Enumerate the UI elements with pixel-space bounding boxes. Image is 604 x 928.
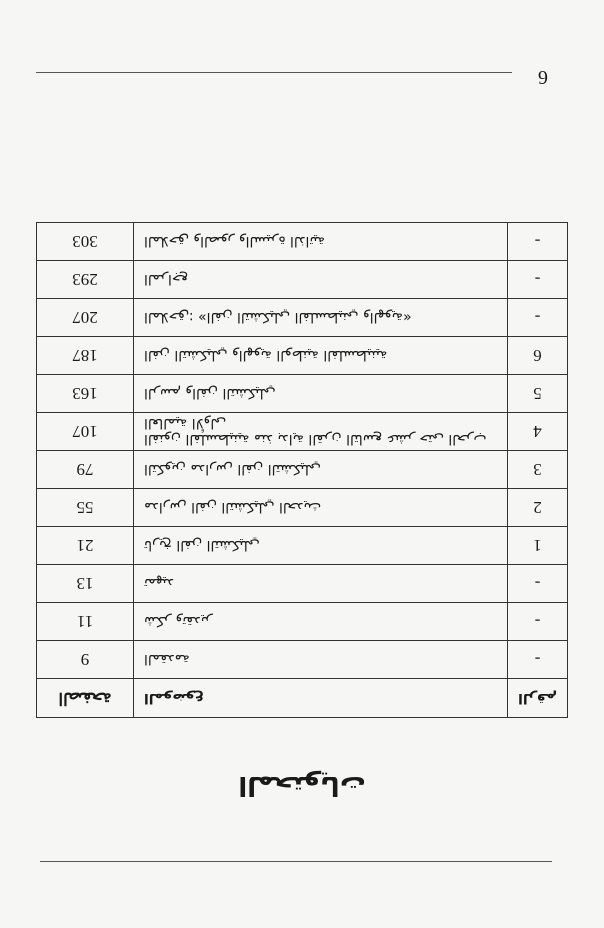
row-page: 9 <box>37 641 134 679</box>
row-num: 5 <box>508 375 568 413</box>
row-title: المراجع <box>134 261 508 299</box>
row-page: 207 <box>37 299 134 337</box>
row-num: - <box>508 261 568 299</box>
table-row <box>37 337 568 375</box>
row-num: 3 <box>508 451 568 489</box>
row-num: 6 <box>508 337 568 375</box>
row-num: - <box>508 603 568 641</box>
row-title: تاريخ الفن التشكيلي <box>134 527 508 565</box>
table-row <box>37 489 568 527</box>
table-row <box>37 299 568 337</box>
row-page: 79 <box>37 451 134 489</box>
header-page: الصفحة <box>37 679 134 718</box>
table-row <box>37 565 568 603</box>
row-title: التكوين مدارس الفن التشكيلي <box>134 451 508 489</box>
row-page: 303 <box>37 223 134 261</box>
table-row <box>37 527 568 565</box>
table-row <box>37 223 568 261</box>
page-number: 6 <box>538 66 548 88</box>
row-title: تمهيد <box>134 565 508 603</box>
row-page: 107 <box>37 413 134 451</box>
top-rule <box>40 861 552 862</box>
row-title: الرسم والفن التشكيلي <box>134 375 508 413</box>
header-title: الموضوع <box>134 679 508 718</box>
row-page: 293 <box>37 261 134 299</box>
page-title: المحتويات <box>238 770 366 800</box>
table-row <box>37 413 568 451</box>
row-page: 21 <box>37 527 134 565</box>
header-num: الرقم <box>508 679 568 718</box>
table-row <box>37 641 568 679</box>
row-num: 4 <box>508 413 568 451</box>
row-title: الفن التشكيلي والهوية الوطنية الفلسطينية <box>134 337 508 375</box>
row-title: الفنون الفلسطينية منذ بداية القرن التاسع عشر حتى الحرب العالمية الأولى <box>134 413 508 451</box>
row-title: الملاحق: «الفن التشكيلي الفلسطيني والهوية» <box>134 299 508 337</box>
row-title: شكر وتقدير <box>134 603 508 641</box>
table-row <box>37 603 568 641</box>
table-row <box>37 375 568 413</box>
row-num: - <box>508 565 568 603</box>
table-header-row <box>37 679 568 718</box>
row-page: 13 <box>37 565 134 603</box>
row-num: - <box>508 223 568 261</box>
row-num: - <box>508 641 568 679</box>
table-row <box>37 261 568 299</box>
row-num: 1 <box>508 527 568 565</box>
table-row <box>37 451 568 489</box>
row-page: 163 <box>37 375 134 413</box>
row-num: 2 <box>508 489 568 527</box>
row-title: الملاحق والصور والسيرة الذاتية <box>134 223 508 261</box>
row-page: 11 <box>37 603 134 641</box>
row-title: مدارس الفن التشكيلي الحديث <box>134 489 508 527</box>
row-page: 55 <box>37 489 134 527</box>
contents-table <box>36 222 568 718</box>
bottom-rule <box>36 72 512 73</box>
row-title: المقدمة <box>134 641 508 679</box>
row-page: 187 <box>37 337 134 375</box>
row-num: - <box>508 299 568 337</box>
